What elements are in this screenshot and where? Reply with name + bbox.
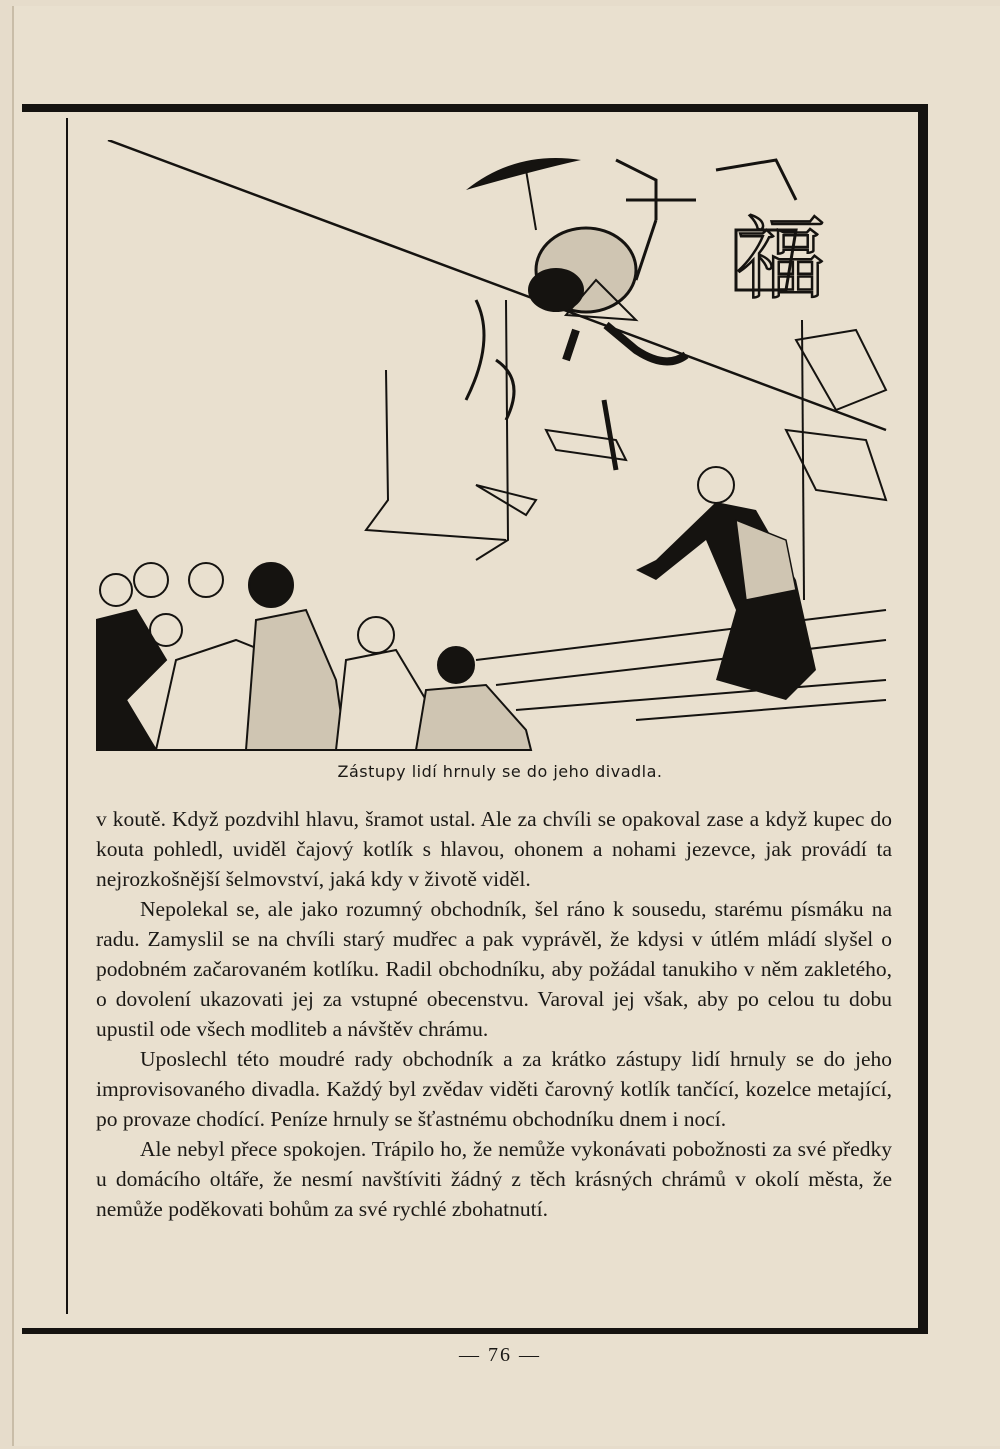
- sign-character: 福: [736, 207, 826, 312]
- paragraph: v koutě. Když pozdvihl hlavu, šramot ustal. Ale za chvíli se opakoval zase a když kupec do kouta pohledl, uviděl čajový kotlík s hlavou, ohonem a nohami jezevce, jak provádí ta nejrozkošnější šelmovství, jaká kdy v životě viděl.: [96, 807, 892, 891]
- left-margin-rule: [66, 118, 68, 1314]
- tanuki-kettle-figure: [466, 158, 686, 361]
- paragraph: Nepolekal se, ale jako rozumný obchodník, šel ráno k sousedu, starému písmáku na radu. Zamyslil se na chvíli starý mudřec a pak vyprávěl, že kdysi v útlém mládí slyšel o podobném začarovaném kotlíku. Radil obchodníku, aby požádal tanukiho v něm zakletého, o dovolení ukazovati jej za vstupné obecenstvu. Varoval jej však, aby po celou tu dobu upustil ode všech modliteb a návštěv chrámu.: [96, 897, 892, 1041]
- page-number: — 76 —: [459, 1344, 541, 1366]
- illustration-caption: Zástupy lidí hrnuly se do jeho divadla.: [337, 762, 663, 781]
- merchant-figure: [604, 400, 816, 700]
- illustration-tightrope-tanuki: [96, 140, 896, 760]
- umbrella-shape: [466, 158, 581, 190]
- banner-strip: [796, 330, 886, 410]
- stage-post-left: [366, 370, 506, 540]
- paragraph: Ale nebyl přece spokojen. Trápilo ho, že nemůže vykonávati pobožnosti za své předky u domácího oltáře, že nesmí navštíviti žádný z těch krásných chrámů v okolí města, že nemůže poděkovati bohům za své rychlé zbohatnutí.: [96, 1137, 892, 1221]
- body-text: [96, 804, 892, 1224]
- crowd-figures: [96, 563, 531, 750]
- paragraph: Uposlechl této moudré rady obchodník a za krátko zástupy lidí hrnuly se do jeho improvisovaného divadla. Každý byl zvědav viděti čarovný kotlík tančící, kozelce metající, po provaze chodící. Peníze hrnuly se šťastnému obchodníku dnem i nocí.: [96, 1047, 892, 1131]
